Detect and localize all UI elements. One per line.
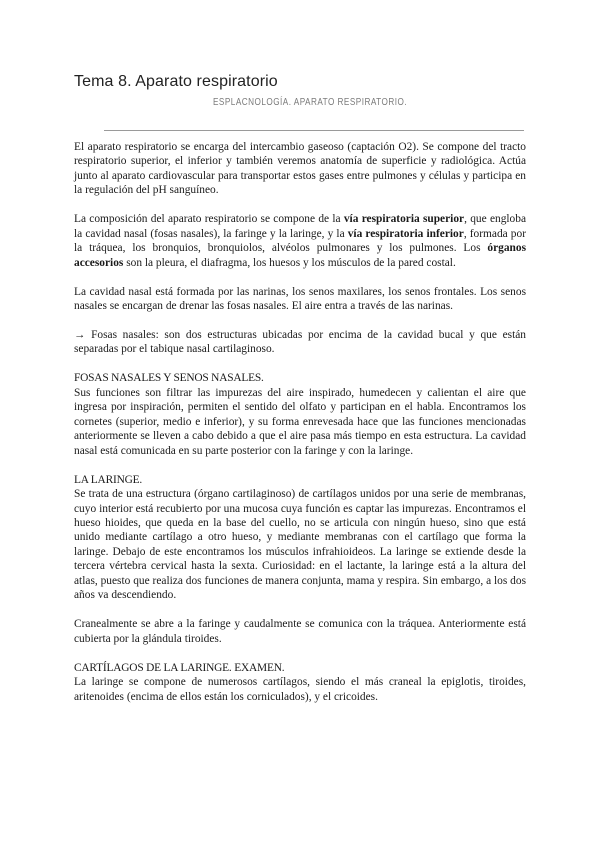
paragraph-larynx-relations: Cranealmente se abre a la faringe y caudalmente se comunica con la tráquea. Anteriormente está cubierta por la glándula tiroides. — [74, 618, 526, 645]
bold-term: vía respiratoria superior — [343, 213, 465, 226]
heading-fosas: FOSAS NASALES Y SENOS NASALES. — [74, 372, 264, 385]
paragraph-nasal-fossae: → Fosas nasales: son dos estructuras ubicadas por encima de la cavidad bucal y que están separadas por el tabique nasal cartilaginoso. — [74, 329, 526, 356]
paragraph-larynx: Se trata de una estructura (órgano cartilaginoso) de cartílagos unidos por una serie de membranas, cuyo interior está recubierto por una mucosa cuya función es captar las impurezas. Encontramos el hueso hioides, que queda en la base del cuello, no se articula con ningún hueso, sino que está unido mediante cartílago a otro hueso, y mediante membranas con el cartílago que forma la laringe. Debajo de este encontramos los músculos infrahioideos. La laringe se extiende desde la tercera vértebra cervical hasta la sexta. Curiosidad: en el lactante, la laringe está a la altura del atlas, puesto que realiza dos funciones de manera conjunta, mama y respira. Sin embargo, a los dos años va descendiendo. — [74, 488, 526, 602]
paragraph-cartilages: La laringe se compone de numerosos cartílagos, siendo el más craneal la epiglotis, tiroides, aritenoides (encima de ellos están los corniculados), y el cricoides. — [74, 676, 526, 703]
heading-laringe: LA LARINGE. — [74, 473, 143, 486]
heading-cartilagos: CARTÍLAGOS DE LA LARINGE. EXAMEN. — [74, 661, 285, 674]
divider — [104, 130, 524, 131]
paragraph-functions: Sus funciones son filtrar las impurezas del aire inspirado, humedecen y calientan el aire que ingresa por inspiración, permiten el sentido del olfato y participan en el habla. Encontramos los cornetes (superior, medio e inferior), y su forma enrevesada hace que las funciones mencionadas anteriormente se lleven a cabo debido a que el aire pasa más tiempo en esta estructura. La cavidad nasal está comunicada en su parte posterior con la faringe y con la laringe. — [74, 386, 526, 457]
page-title: Tema 8. Aparato respiratorio — [74, 73, 278, 90]
text-segment: La composición del aparato respiratorio se compone de la — [74, 213, 344, 226]
paragraph-composition — [74, 212, 526, 270]
section-subtitle: ESPLACNOLOGÍA. APARATO RESPIRATORIO. — [213, 96, 408, 108]
paragraph-intro: El aparato respiratorio se encarga del intercambio gaseoso (captación O2). Se compone del tracto respiratorio superior, el inferior y también veremos anatomía de superficie y radiológica. Actúa junto al aparato cardiovascular para transportar estos gases entre pulmones y células y participa en la regulación del pH sanguíneo. — [74, 141, 526, 197]
text-segment: , que engloba la cavidad nasal (fosas nasales), la faringe y la laringe, y la — [74, 213, 526, 240]
text-segment: son la pleura, el diafragma, los huesos y los músculos de la pared costal. — [123, 256, 456, 269]
text-segment: , formada por la tráquea, los bronquios, bronquiolos, alvéolos pulmonares y los pulmones. Los — [74, 227, 526, 255]
bold-term: órganos accesorios — [74, 242, 526, 269]
paragraph-nasal-cavity: La cavidad nasal está formada por las narinas, los senos maxilares, los senos frontales. Los senos nasales se encargan de drenar las fosas nasales. El aire entra a través de las narinas. — [74, 285, 526, 313]
document-body — [74, 140, 526, 704]
bold-term: vía respiratoria inferior — [347, 227, 464, 240]
